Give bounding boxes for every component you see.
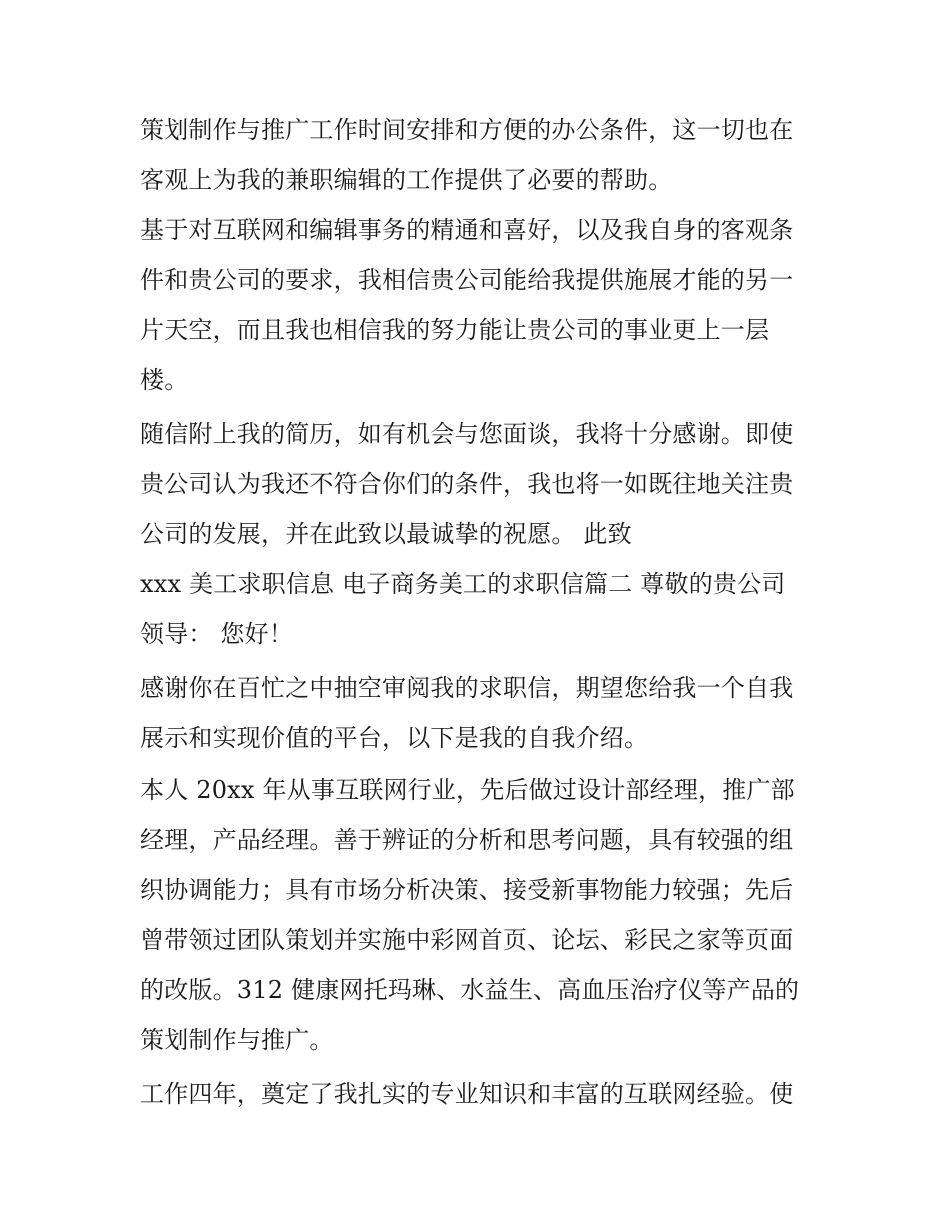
- text-line: 片天空，而且我也相信我的努力能让贵公司的事业更上一层: [140, 316, 770, 344]
- text-line: 工作四年，奠定了我扎实的专业知识和丰富的互联网经验。使: [140, 1080, 794, 1108]
- text-line: 曾带领过团队策划并实施中彩网首页、论坛、彩民之家等页面: [140, 926, 794, 954]
- text-line: 贵公司认为我还不符合你们的条件，我也将一如既往地关注贵: [140, 470, 794, 498]
- text-line: 客观上为我的兼职编辑的工作提供了必要的帮助。: [140, 166, 673, 194]
- text-line: 件和贵公司的要求，我相信贵公司能给我提供施展才能的另一: [140, 266, 794, 294]
- text-line: 感谢你在百忙之中抽空审阅我的求职信，期望您给我一个自我: [140, 674, 794, 702]
- text-line: xxx 美工求职信息 电子商务美工的求职信篇二 尊敬的贵公司: [140, 570, 786, 598]
- text-line: 楼。: [140, 366, 189, 394]
- text-line: 的改版。312 健康网托玛琳、水益生、高血压治疗仪等产品的: [140, 976, 800, 1004]
- text-line: 经理，产品经理。善于辨证的分析和思考问题，具有较强的组: [140, 826, 794, 854]
- text-line: 本人 20xx 年从事互联网行业，先后做过设计部经理，推广部: [140, 776, 795, 804]
- text-line: 领导： 您好！: [140, 620, 294, 648]
- text-line: 基于对互联网和编辑事务的精通和喜好，以及我自身的客观条: [140, 216, 794, 244]
- text-line: 织协调能力；具有市场分析决策、接受新事物能力较强；先后: [140, 876, 794, 904]
- text-line: 策划制作与推广工作时间安排和方便的办公条件，这一切也在: [140, 116, 794, 144]
- text-line: 策划制作与推广。: [140, 1026, 334, 1054]
- text-line: 随信附上我的简历，如有机会与您面谈，我将十分感谢。即使: [140, 420, 794, 448]
- text-line: 公司的发展，并在此致以最诚挚的祝愿。 此致: [140, 520, 632, 548]
- text-line: 展示和实现价值的平台，以下是我的自我介绍。: [140, 724, 649, 752]
